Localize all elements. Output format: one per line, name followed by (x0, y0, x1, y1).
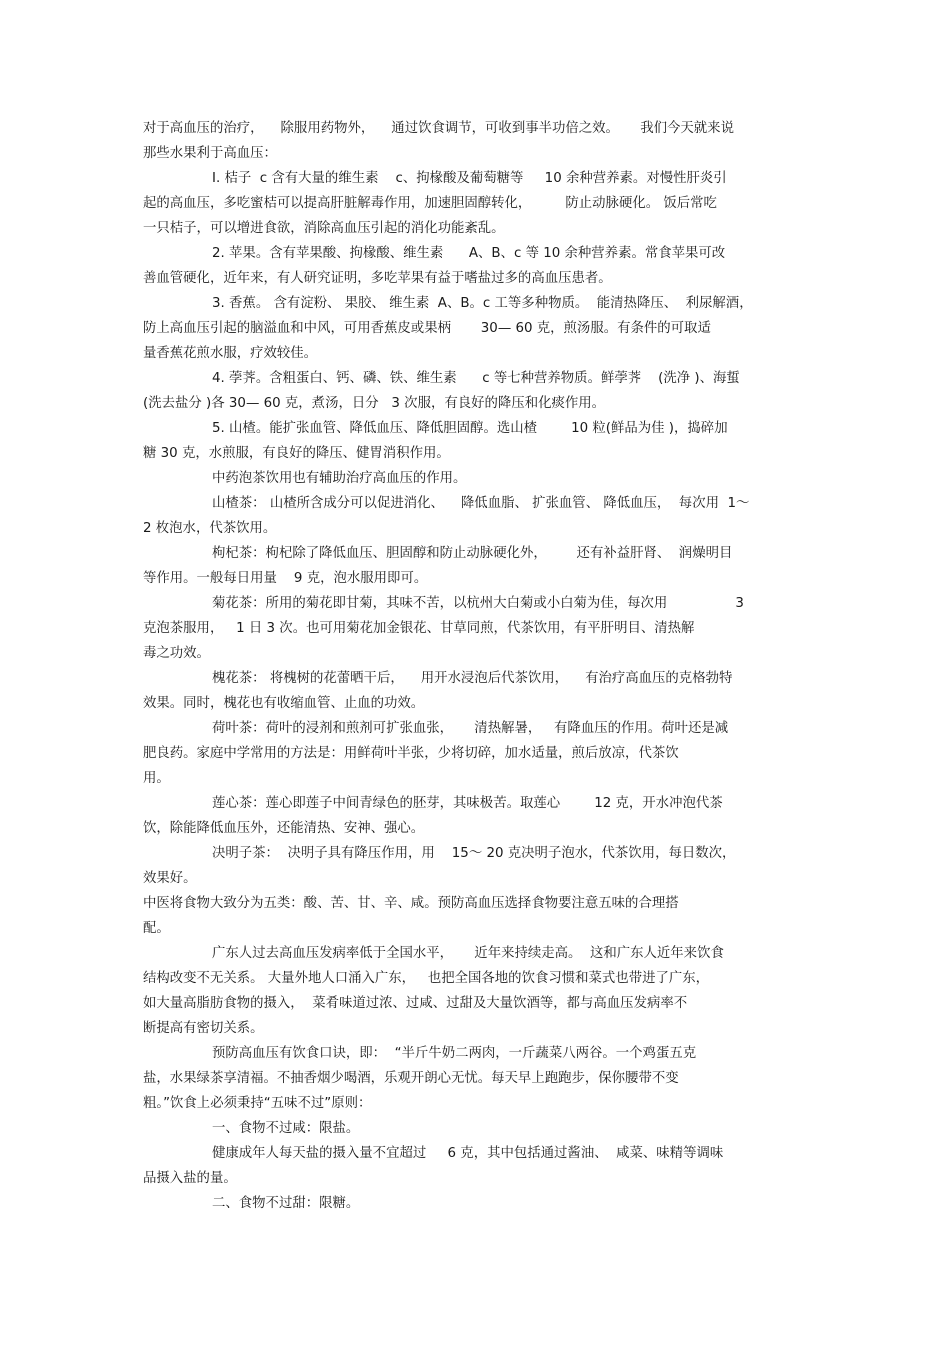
text-line: 一只桔子，可以增进食欲，消除高血压引起的消化功能紊乱。 (143, 221, 505, 236)
text-line: 决明子茶： 决明子具有降压作用，用 15～ 20 克决明子泡水，代茶饮用，每日数次， (212, 846, 736, 861)
text-line: 结构改变不无关系。 大量外地人口涌入广东， 也把全国各地的饮食习惯和菜式也带进了广东， (143, 971, 710, 986)
text-line: 起的高血压，多吃蜜桔可以提高肝脏解毒作用，加速胆固醇转化， 防止动脉硬化。 饭后常吃 (143, 196, 717, 211)
text-line: 粗。”饮食上必须秉持“五味不过”原则： (143, 1096, 372, 1111)
text-line: 枸杞茶：枸杞除了降低血压、胆固醇和防止动脉硬化外， 还有补益肝肾、 润燥明目 (212, 546, 733, 561)
text-line: 二、食物不过甜：限糖。 (212, 1196, 360, 1211)
text-line: 糖 30 克，水煎服，有良好的降压、健胃消积作用。 (143, 446, 450, 461)
text-line: 山楂茶： 山楂所含成分可以促进消化、 降低血脂、 扩张血管、 降低血压， 每次用 1～ (212, 496, 750, 511)
text-line: 中医将食物大致分为五类：酸、苦、甘、辛、咸。预防高血压选择食物要注意五味的合理搭 (143, 896, 679, 911)
text-line: 饮，除能降低血压外，还能清热、安神、强心。 (143, 821, 425, 836)
text-line: 毒之功效。 (143, 646, 210, 661)
text-line: 2 枚泡水，代茶饮用。 (143, 521, 277, 536)
text-line: 等作用。一般每日用量 9 克，泡水服用即可。 (143, 571, 428, 586)
text-line: 如大量高脂肪食物的摄入， 菜肴味道过浓、过咸、过甜及大量饮酒等，都与高血压发病率不 (143, 996, 688, 1011)
text-line: (洗去盐分 )各 30— 60 克，煮汤，日分 3 次服，有良好的降压和化痰作用。 (143, 396, 606, 411)
text-line: 对于高血压的治疗， 除服用药物外， 通过饮食调节，可收到事半功倍之效。 我们今天就来说 (143, 121, 734, 136)
text-line: 品摄入盐的量。 (143, 1171, 237, 1186)
text-line: 效果。同时，槐花也有收缩血管、止血的功效。 (143, 696, 425, 711)
text-line: 克泡茶服用， 1 日 3 次。也可用菊花加金银花、甘草同煎，代茶饮用，有平肝明目、清热解 (143, 621, 695, 636)
text-line: 量香蕉花煎水服，疗效较佳。 (143, 346, 318, 361)
text-line: 健康成年人每天盐的摄入量不宜超过 6 克，其中包括通过酱油、 咸菜、味精等调味 (212, 1146, 724, 1161)
text-line: 5. 山楂。能扩张血管、降低血压、降低胆固醇。选山楂 10 粒(鲜品为佳 )，捣碎加 (212, 421, 728, 436)
text-line: 用。 (143, 771, 170, 786)
text-line: 配。 (143, 921, 170, 936)
text-line: 菊花茶：所用的菊花即甘菊，其味不苦，以杭州大白菊或小白菊为佳，每次用 3 (212, 596, 744, 611)
text-line: 2. 苹果。含有苹果酸、拘椽酸、维生素 A、B、c 等 10 余种营养素。常食苹果可改 (212, 246, 726, 261)
text-line: 4. 荸荠。含粗蛋白、钙、磷、铁、维生素 c 等七种营养物质。鲜荸荠 (洗净 )、海蜇 (212, 371, 740, 386)
text-line: 那些水果利于高血压： (143, 146, 277, 161)
text-line: 中药泡茶饮用也有辅助治疗高血压的作用。 (212, 471, 467, 486)
text-line: 肥良药。家庭中学常用的方法是：用鲜荷叶半张，少将切碎，加水适量，煎后放凉，代茶饮 (143, 746, 679, 761)
text-line: 3. 香蕉。 含有淀粉、 果胶、 维生素 A、B。c 工等多种物质。 能清热降压、 利尿解酒， (212, 296, 753, 311)
text-line: 盐，水果绿茶享清福。不抽香烟少喝酒，乐观开朗心无忧。每天早上跑跑步，保你腰带不变 (143, 1071, 679, 1086)
text-line: 善血管硬化，近年来，有人研究证明，多吃苹果有益于嗜盐过多的高血压患者。 (143, 271, 612, 286)
text-line: 一、食物不过咸：限盐。 (212, 1121, 360, 1136)
text-line: 荷叶茶：荷叶的浸剂和煎剂可扩张血张， 清热解暑， 有降血压的作用。荷叶还是减 (212, 721, 729, 736)
text-line: I. 桔子 c 含有大量的维生素 c、拘椽酸及葡萄糖等 10 余种营养素。对慢性肝炎引 (212, 171, 727, 186)
text-line: 莲心茶：莲心即莲子中间青绿色的胚芽，其味极苦。取莲心 12 克，开水冲泡代茶 (212, 796, 723, 811)
text-line: 槐花茶： 将槐树的花蕾晒干后， 用开水浸泡后代茶饮用， 有治疗高血压的克格勃特 (212, 671, 733, 686)
text-line: 断提高有密切关系。 (143, 1021, 264, 1036)
text-line: 预防高血压有饮食口诀，即： “半斤牛奶二两肉，一斤蔬菜八两谷。一个鸡蛋五克 (212, 1046, 697, 1061)
text-line: 效果好。 (143, 871, 197, 886)
text-line: 防上高血压引起的脑溢血和中风，可用香蕉皮或果柄 30— 60 克，煎汤服。有条件的可取适 (143, 321, 711, 336)
text-line: 广东人过去高血压发病率低于全国水平， 近年来持续走高。 这和广东人近年来饮食 (212, 946, 724, 961)
